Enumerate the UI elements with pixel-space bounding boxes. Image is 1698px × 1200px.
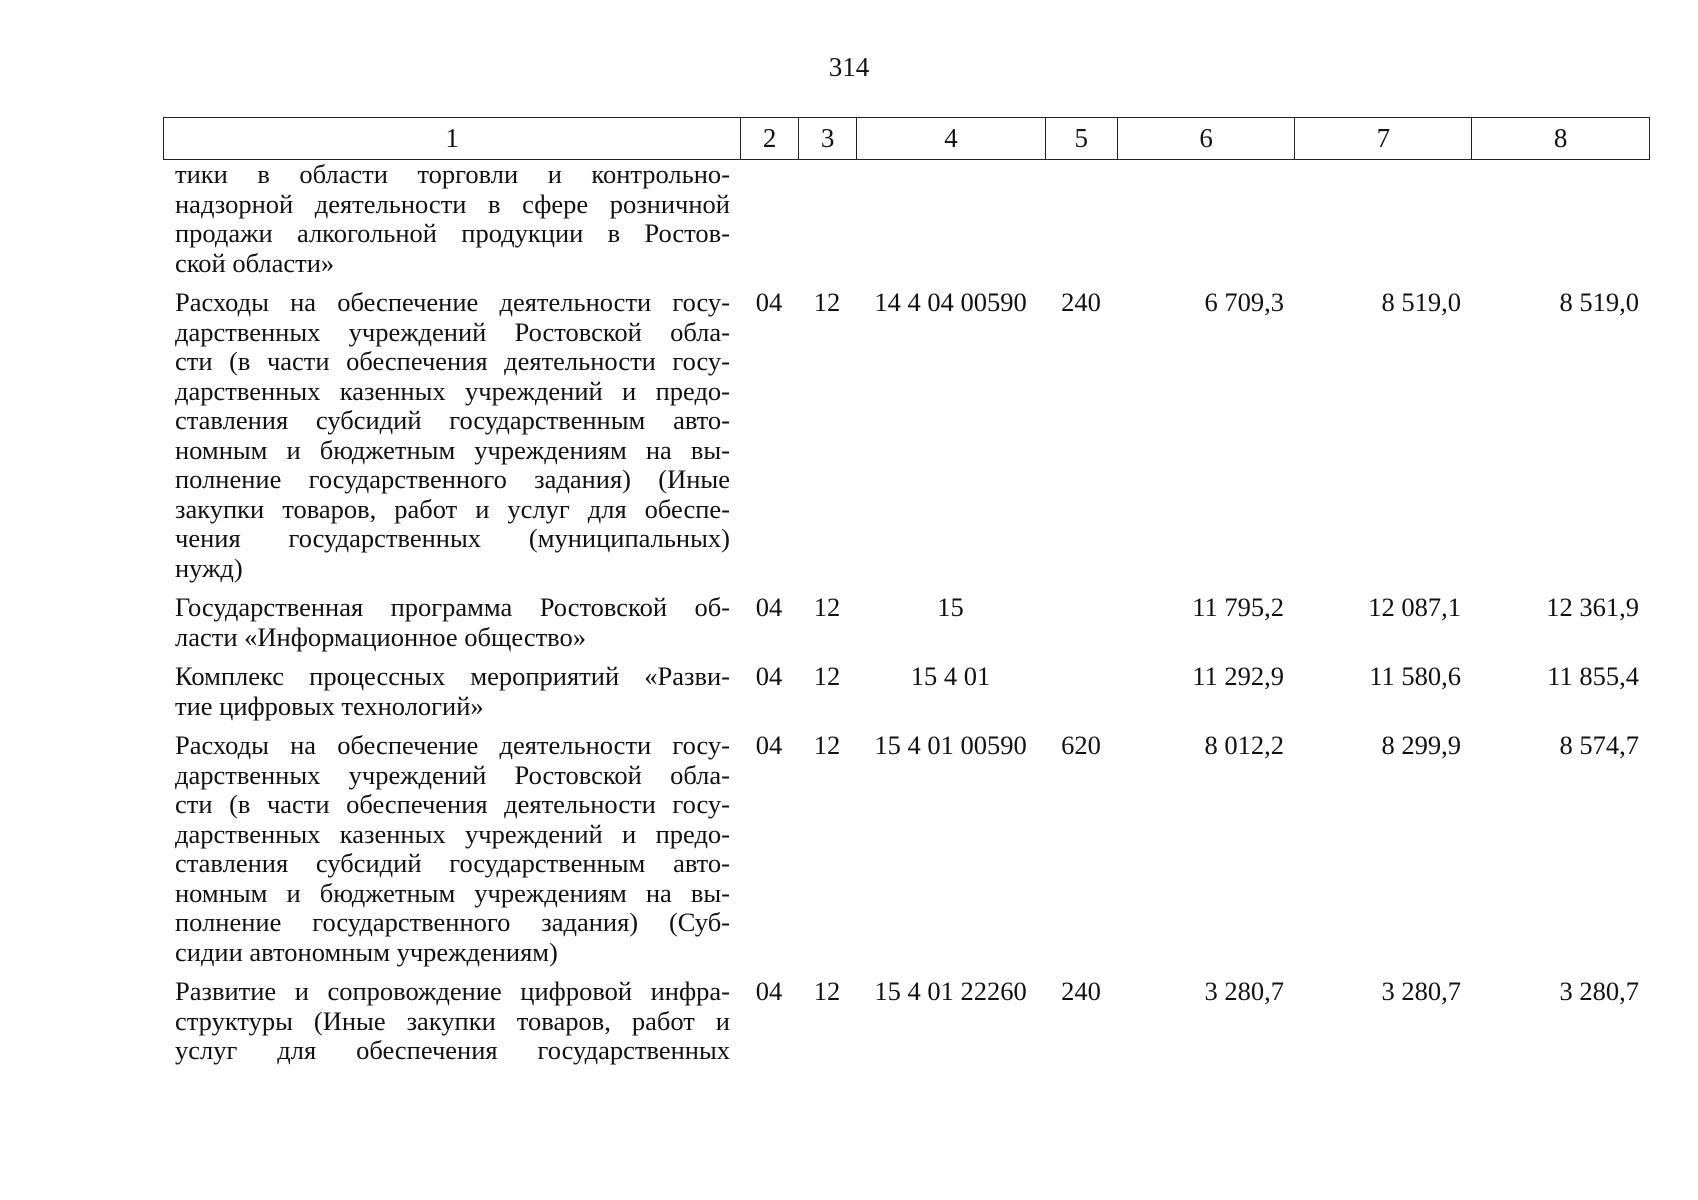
- subsection-code: 12: [813, 976, 841, 1006]
- description-line: Развитие и сопровождение цифровой инфра-: [175, 976, 730, 1006]
- description-line: ставления субсидий государственным авто-: [175, 848, 730, 878]
- description-line: полнение государственного задания) (Иные: [175, 464, 730, 494]
- amount-col-6: 11 292,9: [1192, 661, 1284, 691]
- description-line: полнение государственного задания) (Суб-: [175, 907, 730, 937]
- expense-type-code: [1045, 662, 1117, 721]
- description-line: чения государственных (муниципальных): [175, 523, 730, 553]
- section-code: [740, 160, 798, 278]
- amount-col-7: 3 280,7: [1381, 976, 1461, 1006]
- table-header-row: [163, 117, 1650, 160]
- description-line: номным и бюджетным учреждениям на вы-: [175, 434, 730, 465]
- target-article-code: 15 4 01 00590: [874, 730, 1027, 760]
- amount-col-8: 11 855,4: [1547, 661, 1639, 691]
- amount-col-6: 11 795,2: [1192, 592, 1284, 622]
- description-line: Расходы на обеспечение деятельности госу-: [175, 287, 730, 317]
- description-line: структуры (Иные закупки товаров, работ и: [175, 1005, 730, 1036]
- amount-col-6: 3 280,7: [1204, 976, 1284, 1006]
- description-line: Расходы на обеспечение деятельности госу-: [175, 730, 730, 760]
- subsection-code: 12: [813, 730, 841, 760]
- expense-type-code: [1045, 593, 1117, 652]
- table-row: [163, 662, 1650, 721]
- amount-col-8: 12 361,9: [1546, 592, 1639, 622]
- table-row: [163, 288, 1650, 583]
- amount-col-6: 8 012,2: [1204, 730, 1284, 760]
- section-code: 04: [755, 592, 783, 622]
- amount-col-6: 6 709,3: [1204, 287, 1284, 317]
- description-line: дарственных учреждений Ростовской обла-: [175, 759, 730, 790]
- row-description: [163, 662, 740, 721]
- target-article-code: 15 4 01: [910, 661, 991, 691]
- target-article-code: 14 4 04 00590: [874, 287, 1027, 317]
- amount-col-7: [1295, 160, 1472, 278]
- description-line: надзорной деятельности в сфере розничной: [175, 188, 730, 219]
- subsection-code: [798, 160, 856, 278]
- expense-type-code: 620: [1061, 730, 1101, 760]
- description-line: тие цифровых технологий»: [175, 690, 484, 721]
- expense-type-code: 240: [1061, 287, 1101, 317]
- table-row: [163, 160, 1650, 278]
- target-article-code: 15 4 01 22260: [874, 976, 1027, 1006]
- description-line: сидии автономным учреждениям): [175, 936, 558, 967]
- description-line: ставления субсидий государственным авто-: [175, 405, 730, 435]
- row-description: [163, 160, 740, 278]
- description-line: сти (в части обеспечения деятельности госу-: [175, 789, 730, 819]
- amount-col-7: 12 087,1: [1368, 592, 1461, 622]
- description-line: Комплекс процессных мероприятий «Разви-: [175, 661, 730, 691]
- description-line: дарственных учреждений Ростовской обла-: [175, 316, 730, 347]
- description-line: номным и бюджетным учреждениям на вы-: [175, 877, 730, 908]
- subsection-code: 12: [813, 287, 841, 317]
- description-line: Государственная программа Ростовской об-: [175, 592, 730, 622]
- row-description: [163, 977, 740, 1066]
- description-line: продажи алкогольной продукции в Ростов-: [175, 218, 730, 248]
- section-code: 04: [755, 661, 783, 691]
- description-line: нужд): [175, 552, 243, 583]
- header-col-8: 8: [1471, 118, 1649, 159]
- header-col-7: 7: [1294, 118, 1471, 159]
- description-line: ской области»: [175, 247, 335, 278]
- header-col-2: 2: [740, 118, 798, 159]
- amount-col-7: 8 299,9: [1381, 730, 1461, 760]
- row-description: [163, 593, 740, 652]
- row-description: [163, 731, 740, 967]
- table-row: [163, 977, 1650, 1066]
- section-code: 04: [755, 287, 783, 317]
- subsection-code: 12: [813, 592, 841, 622]
- header-col-4: 4: [856, 118, 1045, 159]
- subsection-code: 12: [813, 661, 841, 691]
- description-line: сти (в части обеспечения деятельности госу-: [175, 346, 730, 376]
- amount-col-8: 3 280,7: [1559, 976, 1639, 1006]
- header-col-1: 1: [445, 123, 459, 153]
- amount-col-8: 8 519,0: [1559, 287, 1639, 317]
- expense-type-code: 240: [1061, 976, 1101, 1006]
- target-article-code: 15: [937, 592, 964, 622]
- budget-table: [163, 117, 1650, 1066]
- amount-col-6: [1117, 160, 1295, 278]
- page-number: 314: [828, 52, 870, 82]
- amount-col-7: 11 580,6: [1369, 661, 1461, 691]
- description-line: тики в области торговли и контрольно-: [175, 159, 730, 189]
- table-row: [163, 593, 1650, 652]
- section-code: 04: [755, 976, 783, 1006]
- description-line: ласти «Информационное общество»: [175, 621, 586, 652]
- header-col-5: 5: [1045, 118, 1117, 159]
- amount-col-8: 8 574,7: [1559, 730, 1639, 760]
- amount-col-7: 8 519,0: [1381, 287, 1461, 317]
- description-line: закупки товаров, работ и услуг для обеспе-: [175, 493, 730, 524]
- table-row: [163, 731, 1650, 967]
- description-line: дарственных казенных учреждений и предо-: [175, 375, 730, 406]
- section-code: 04: [755, 730, 783, 760]
- description-line: услуг для обеспечения государственных: [175, 1035, 730, 1065]
- description-line: дарственных казенных учреждений и предо-: [175, 818, 730, 849]
- table-body: [163, 160, 1650, 1066]
- header-col-3: 3: [798, 118, 856, 159]
- amount-col-8: [1472, 160, 1650, 278]
- target-article-code: [856, 160, 1045, 278]
- row-description: [163, 288, 740, 583]
- header-col-6: 6: [1117, 118, 1295, 159]
- expense-type-code: [1045, 160, 1117, 278]
